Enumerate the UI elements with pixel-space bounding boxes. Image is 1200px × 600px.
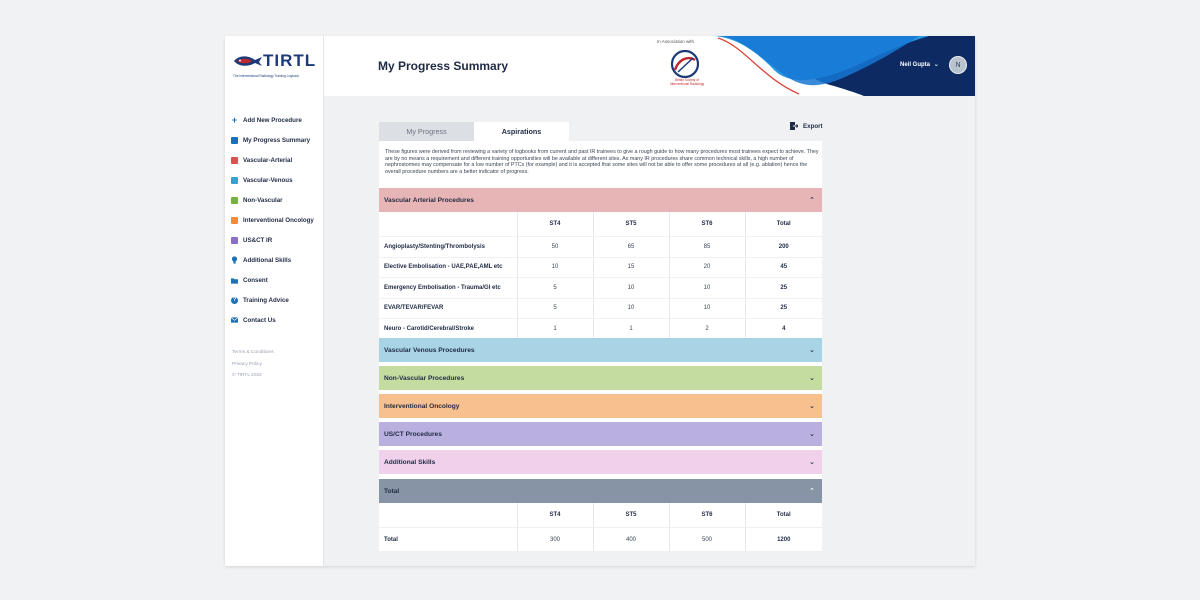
logo-title: TIRTL — [263, 51, 317, 70]
cell-st5: 400 — [593, 528, 669, 552]
terms-link[interactable]: Terms & Conditions — [232, 350, 274, 355]
section-usct-procedures[interactable] — [379, 422, 822, 446]
sidebar-item-vascular-arterial[interactable] — [231, 150, 323, 170]
chevron-down-icon: ⌄ — [933, 62, 939, 68]
help-icon: ? — [232, 296, 237, 303]
app-window — [225, 36, 975, 566]
sidebar-item-interventional-oncology[interactable] — [231, 210, 323, 230]
sidebar-item-additional-skills[interactable] — [231, 250, 323, 270]
sidebar-item-label: US&CT IR — [243, 236, 273, 244]
cell-st4: 300 — [517, 528, 593, 552]
chevron-down-icon: ⌄ — [809, 459, 815, 466]
table-header-row — [379, 212, 822, 237]
bsir-name: British Society of Interventional Radiology — [669, 78, 705, 86]
cell-total: 200 — [745, 237, 822, 258]
section-non-vascular[interactable] — [379, 366, 822, 390]
chevron-up-icon: ⌃ — [809, 488, 815, 495]
copyright: © TIRTL 2022 — [232, 373, 262, 378]
total-table — [379, 503, 822, 552]
export-label: Export — [803, 122, 823, 130]
cell-total: 25 — [745, 298, 822, 319]
column-header: ST6 — [669, 212, 745, 237]
procedure-name: Angioplasty/Stenting/Thrombolysis — [379, 237, 517, 258]
tab-my-progress[interactable]: My Progress — [379, 122, 474, 141]
cell-st5: 65 — [593, 237, 669, 258]
chevron-down-icon: ⌄ — [809, 347, 815, 354]
sidebar-item-consent[interactable] — [231, 270, 323, 290]
sidebar-item-non-vascular[interactable] — [231, 190, 323, 210]
column-header: Total — [745, 503, 822, 528]
cell-st6: 10 — [669, 278, 745, 299]
privacy-link[interactable]: Privacy Policy — [232, 361, 262, 367]
table-row — [379, 319, 822, 340]
chevron-up-icon: ⌃ — [809, 197, 815, 204]
chevron-down-icon: ⌄ — [809, 375, 815, 382]
folder-icon — [231, 277, 238, 284]
summary-icon — [231, 137, 238, 144]
column-header: ST4 — [517, 503, 593, 528]
procedure-name: Emergency Embolisation - Trauma/GI etc — [379, 278, 517, 299]
section-title: Vascular Venous Procedures — [384, 346, 475, 354]
cell-st6: 10 — [669, 298, 745, 319]
user-menu[interactable] — [900, 61, 939, 68]
tab-aspirations[interactable]: Aspirations — [474, 122, 569, 141]
cell-st5: 1 — [593, 319, 669, 340]
logo[interactable] — [233, 52, 319, 80]
table-header-row — [379, 503, 822, 528]
section-title: Non-Vascular Procedures — [384, 374, 465, 382]
sidebar-item-training-advice[interactable] — [231, 290, 323, 310]
sidebar-item-label: Interventional Oncology — [243, 216, 314, 224]
sidebar-item-label: Add New Procedure — [243, 116, 302, 124]
cell-st5: 15 — [593, 257, 669, 278]
section-interventional-oncology[interactable] — [379, 394, 822, 418]
cell-st6: 500 — [669, 528, 745, 552]
cell-st5: 10 — [593, 298, 669, 319]
sidebar-item-contact-us[interactable] — [231, 310, 323, 330]
sidebar-item-label: Non-Vascular — [243, 196, 283, 204]
venous-icon — [231, 177, 238, 184]
lightbulb-icon — [231, 257, 238, 264]
cell-st4: 50 — [517, 237, 593, 258]
sidebar-item-label: Contact Us — [243, 316, 276, 324]
vascular-arterial-table — [379, 212, 822, 340]
intro-text: These figures were derived from reviewing a variety of logbooks from current and past IR trainees to give a rough guide to how many procedures most trainees expect to achieve. They are by no means a requirement and different training opportunities will be available at different sites. As many IR procedures share common technical skills, a high number of nephrostomies may compensate for a low number of PTCs (for example) and it is accepted that some sites will not be able to offer some procedures at all (e.g. ablation) hence the overall procedure numbers are a better indicator of progress. — [385, 149, 819, 176]
table-row — [379, 298, 822, 319]
table-row — [379, 237, 822, 258]
export-icon — [790, 122, 798, 130]
avatar[interactable]: N — [949, 56, 967, 74]
cell-total: 4 — [745, 319, 822, 340]
association-text: In Association with — [657, 39, 695, 44]
sidebar-item-label: Training Advice — [243, 296, 289, 304]
column-header: ST4 — [517, 212, 593, 237]
cell-st6: 85 — [669, 237, 745, 258]
sidebar-item-label: Additional Skills — [243, 256, 292, 264]
arterial-icon — [231, 157, 238, 164]
chevron-down-icon: ⌄ — [809, 403, 815, 410]
tabs — [379, 122, 569, 141]
table-row — [379, 278, 822, 299]
cell-total: 1200 — [745, 528, 822, 552]
cell-st4: 5 — [517, 298, 593, 319]
sidebar-nav — [231, 110, 323, 330]
mail-icon — [231, 317, 238, 324]
sidebar-item-label: Vascular-Arterial — [243, 156, 293, 164]
user-name: Neil Gupta — [900, 62, 931, 68]
cell-st6: 2 — [669, 319, 745, 340]
logo-icon — [233, 54, 263, 68]
sidebar-item-label: My Progress Summary — [243, 136, 311, 144]
sidebar-item-label: Vascular-Venous — [243, 176, 293, 184]
chevron-down-icon: ⌄ — [809, 431, 815, 438]
cell-st4: 5 — [517, 278, 593, 299]
section-title: US/CT Procedures — [384, 430, 442, 438]
cell-st6: 20 — [669, 257, 745, 278]
section-total[interactable] — [379, 479, 822, 503]
column-header: ST6 — [669, 503, 745, 528]
cell-total: 45 — [745, 257, 822, 278]
export-button[interactable] — [790, 122, 823, 130]
sidebar-item-add-new-procedure[interactable] — [231, 110, 323, 130]
logo-subtitle: The Interventional Radiology Training Logbook — [233, 74, 299, 78]
sidebar-footer — [232, 347, 274, 382]
section-title: Additional Skills — [384, 458, 436, 466]
sidebar-item-label: Consent — [243, 276, 268, 284]
column-header — [379, 212, 517, 237]
section-title: Interventional Oncology — [384, 402, 460, 410]
cell-st4: 10 — [517, 257, 593, 278]
table-row — [379, 528, 822, 552]
column-header — [379, 503, 517, 528]
non-vascular-icon — [231, 197, 238, 204]
section-vascular-arterial[interactable] — [379, 188, 822, 212]
procedure-name: Neuro - Carotid/Cerebral/Stroke — [379, 319, 517, 340]
column-header: ST5 — [593, 212, 669, 237]
cell-total: 25 — [745, 278, 822, 299]
oncology-icon — [231, 217, 238, 224]
sidebar-item-vascular-venous[interactable] — [231, 170, 323, 190]
sidebar-item-usct-ir[interactable] — [231, 230, 323, 250]
column-header: ST5 — [593, 503, 669, 528]
section-vascular-venous[interactable] — [379, 338, 822, 362]
section-title: Total — [384, 487, 400, 495]
section-additional-skills[interactable] — [379, 450, 822, 474]
procedure-name: Total — [379, 528, 517, 552]
plus-icon: + — [231, 114, 238, 125]
procedure-name: EVAR/TEVAR/FEVAR — [379, 298, 517, 319]
cell-st5: 10 — [593, 278, 669, 299]
usct-icon — [231, 237, 238, 244]
sidebar — [225, 36, 324, 566]
header — [324, 36, 975, 96]
section-title: Vascular Arterial Procedures — [384, 196, 474, 204]
table-row — [379, 257, 822, 278]
procedure-name: Elective Embolisation - UAE,PAE,AML etc — [379, 257, 517, 278]
cell-st4: 1 — [517, 319, 593, 340]
page-title: My Progress Summary — [378, 59, 509, 73]
aspirations-panel — [379, 141, 822, 551]
sidebar-item-my-progress-summary[interactable] — [231, 130, 323, 150]
column-header: Total — [745, 212, 822, 237]
